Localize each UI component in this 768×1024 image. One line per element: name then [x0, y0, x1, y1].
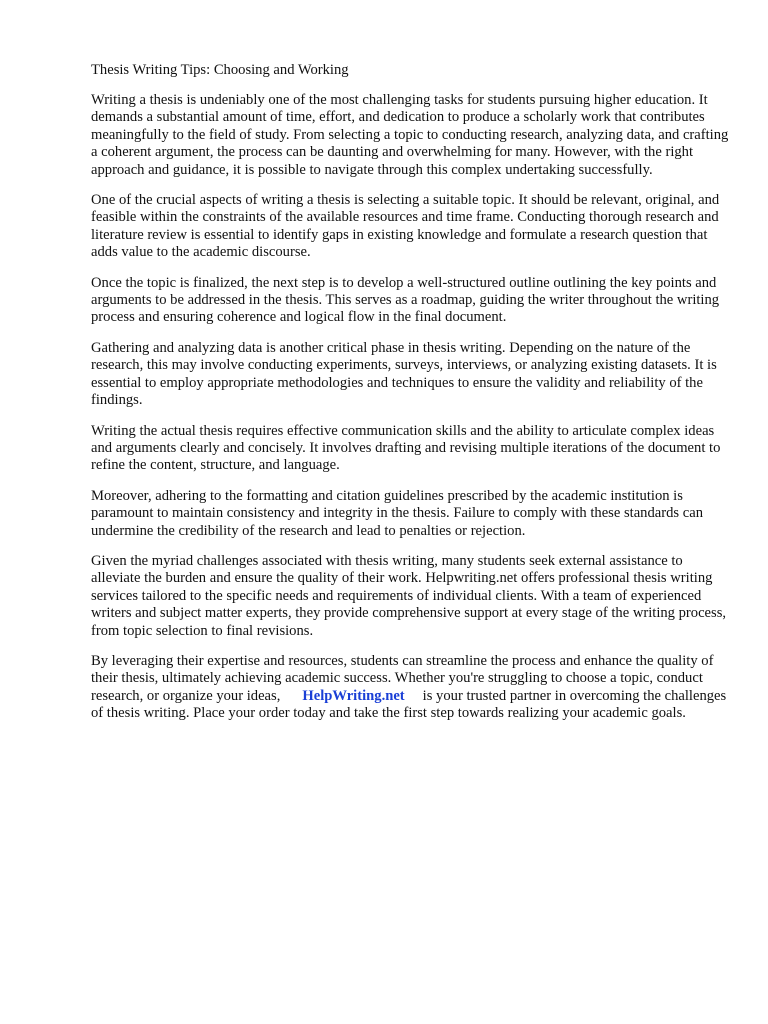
helpwriting-link[interactable]: HelpWriting.net: [302, 687, 405, 704]
conclusion-text-before-link: By leveraging their expertise and resources, students can streamline the process and enhance the quality of their thesis, ultimately achieving academic success. Whether you're struggling to choose a topic, conduct research, or organize your ideas,: [91, 652, 714, 704]
paragraph-conclusion: [91, 653, 731, 723]
paragraph-writing: Writing the actual thesis requires effective communication skills and the ability to articulate complex ideas and arguments clearly and concisely. It involves drafting and revising multiple iterations of the document to refine the content, structure, and language.: [91, 422, 721, 474]
paragraph-formatting: Moreover, adhering to the formatting and citation guidelines prescribed by the academic institution is paramount to maintain consistency and integrity in the thesis. Failure to comply with these standards can undermine the credibility of the research and lead to penalties or rejection.: [91, 487, 703, 539]
document-title: Thesis Writing Tips: Choosing and Working: [91, 62, 349, 78]
paragraph-outline: Once the topic is finalized, the next step is to develop a well-structured outline outlining the key points and arguments to be addressed in the thesis. This serves as a roadmap, guiding the writer throughout the writing process and ensuring coherence and logical flow in the final document.: [91, 274, 720, 326]
paragraph-topic: One of the crucial aspects of writing a thesis is selecting a suitable topic. It should be relevant, original, and feasible within the constraints of the available resources and time frame. Conducting thorough research and literature review is essential to identify gaps in existing knowledge and formulate a research question that adds value to the academic discourse.: [91, 192, 720, 261]
conclusion-text-after-link: is your trusted partner in overcoming the challenges of thesis writing. Place your order today and take the first step towards realizing your academic goals.: [91, 687, 727, 722]
paragraph-intro: Writing a thesis is undeniably one of the most challenging tasks for students pursuing higher education. It demands a substantial amount of time, effort, and dedication to produce a scholarly work that contributes meaningfully to the field of study. From selecting a topic to conducting research, analyzing data, and crafting a coherent argument, the process can be daunting and overwhelming for many. However, with the right approach and guidance, it is possible to navigate through this complex undertaking successfully.: [91, 92, 729, 178]
paragraph-assistance: Given the myriad challenges associated with thesis writing, many students seek external assistance to alleviate the burden and ensure the quality of their work. Helpwriting.net offers professional thesis writing services tailored to the specific needs and requirements of individual clients. With a team of experienced writers and subject matter experts, they provide comprehensive support at every stage of the writing process, from topic selection to final revisions.: [91, 552, 727, 639]
paragraph-data: Gathering and analyzing data is another critical phase in thesis writing. Depending on the nature of the research, this may involve conducting experiments, surveys, interviews, or analyzing existing datasets. It is essential to employ appropriate methodologies and techniques to ensure the validity and reliability of the findings.: [91, 339, 717, 409]
document-page: [91, 60, 731, 736]
